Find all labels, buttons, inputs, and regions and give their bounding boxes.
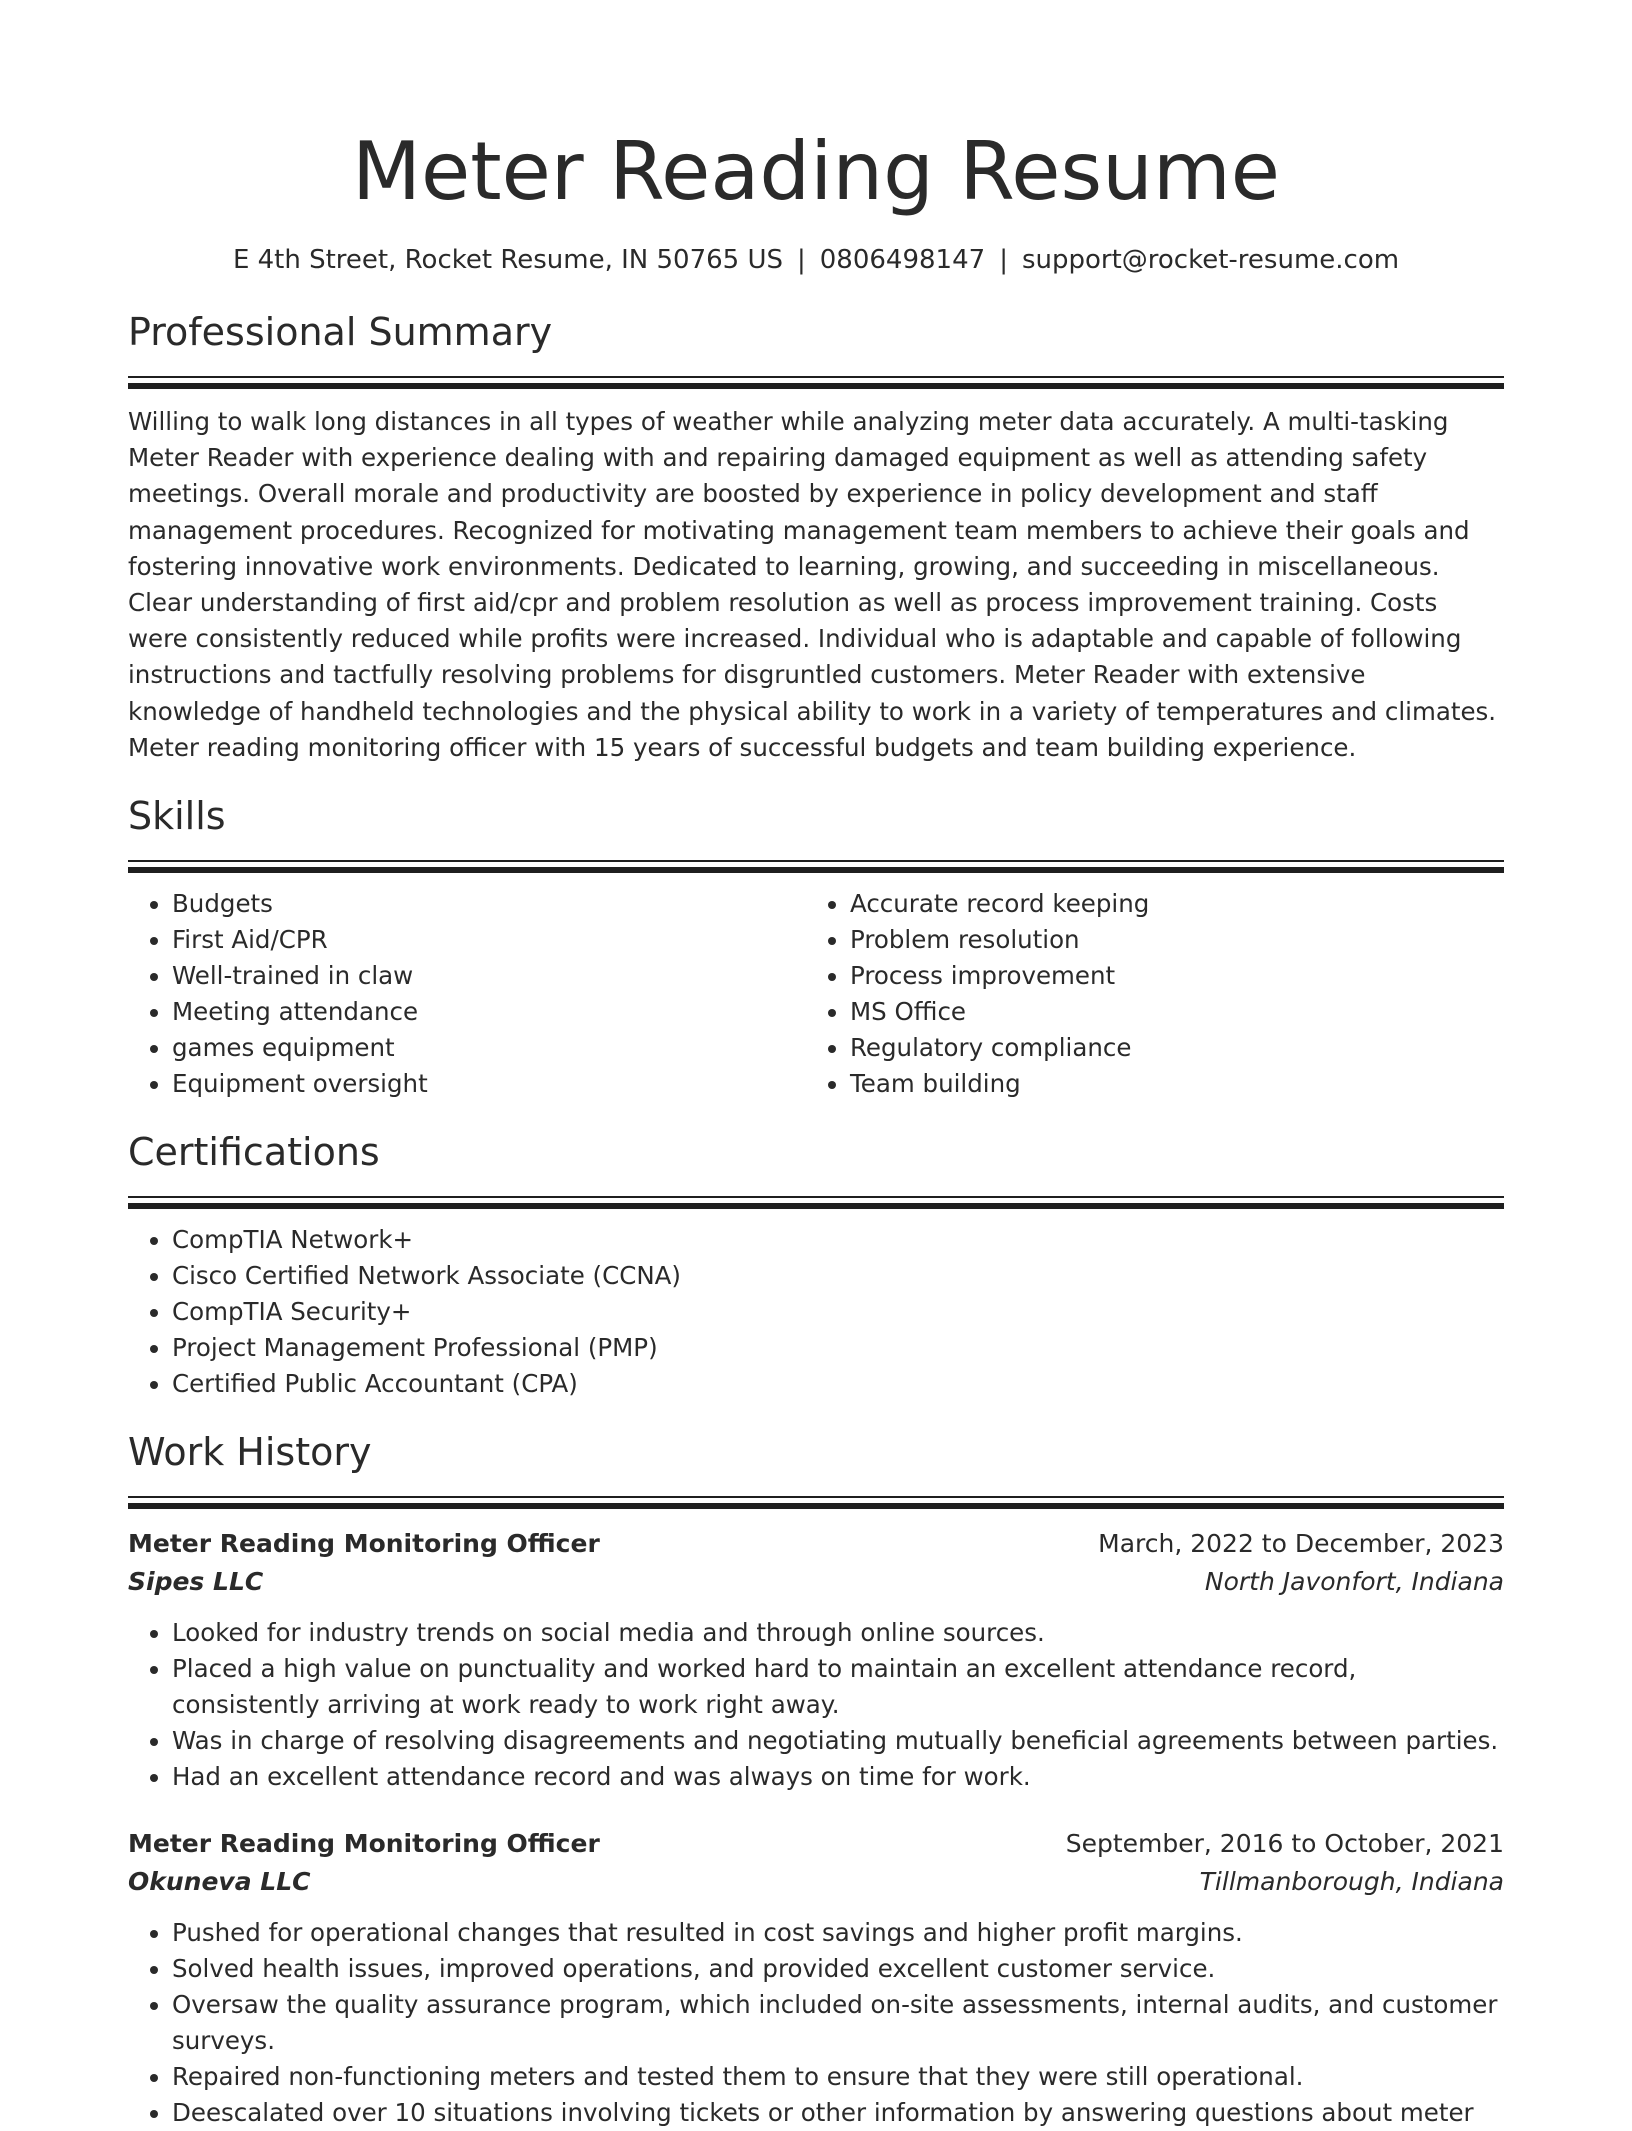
certification-item: • CompTIA Security+	[172, 1294, 1504, 1330]
work-history-section	[128, 1424, 1504, 2131]
divider-thin	[128, 376, 1504, 378]
resume-title: Meter Reading Resume	[351, 125, 1281, 218]
job-company-row	[128, 1563, 1504, 1601]
skill-item: • games equipment	[172, 1030, 806, 1066]
section-divider	[128, 376, 1504, 389]
skill-item: • First Aid/CPR	[172, 922, 806, 958]
skill-item: • Well-trained in claw	[172, 958, 806, 994]
job-bullets	[128, 1915, 1504, 2131]
skill-item: • Accurate record keeping	[850, 886, 1484, 922]
job-bullet: • Placed a high value on punctuality and worked hard to maintain an excellent attendance record, consistently arriving at work ready to work right away.	[172, 1651, 1504, 1723]
skill-item: • Equipment oversight	[172, 1066, 806, 1102]
divider-thin	[128, 1496, 1504, 1498]
divider-thick	[128, 1203, 1504, 1209]
job-bullets	[128, 1615, 1504, 1795]
section-title-summary: Professional Summary	[128, 310, 553, 354]
certification-item: • CompTIA Network+	[172, 1222, 1504, 1258]
job-title: Meter Reading Monitoring Officer	[128, 1829, 600, 1859]
job-bullet: • Had an excellent attendance record and was always on time for work.	[172, 1759, 1504, 1795]
summary-text: Willing to walk long distances in all types of weather while analyzing meter data accurately. A multi-tasking Meter Reader with experience dealing with and repairing damaged equipment as well as attending safety meetings. Overall morale and productivity are boosted by experience in policy development and staff management procedures. Recognized for motivating management team members to achieve their goals and fostering innovative work environments. Dedicated to learning, growing, and succeeding in miscellaneous. Clear understanding of first aid/cpr and problem resolution as well as process improvement training. Costs were consistently reduced while profits were increased. Individual who is adaptable and capable of following instructions and tactfully resolving problems for disgruntled customers. Meter Reader with extensive knowledge of handheld technologies and the physical ability to work in a variety of temperatures and climates. Meter reading monitoring officer with 15 years of successful budgets and team building experience.	[128, 407, 1497, 762]
job-location: Tillmanborough, Indiana	[1199, 1867, 1504, 1897]
skill-item: • Problem resolution	[850, 922, 1484, 958]
section-divider	[128, 860, 1504, 873]
section-divider	[128, 1196, 1504, 1209]
contact-address: E 4th Street, Rocket Resume, IN 50765 US	[232, 245, 783, 275]
job-bullet: • Looked for industry trends on social media and through online sources.	[172, 1615, 1504, 1651]
skill-item: • Process improvement	[850, 958, 1484, 994]
divider-thick	[128, 867, 1504, 873]
job-bullet: • Was in charge of resolving disagreements and negotiating mutually beneficial agreements between parties.	[172, 1723, 1504, 1759]
certification-item: • Project Management Professional (PMP)	[172, 1330, 1504, 1366]
section-title-skills: Skills	[128, 794, 226, 839]
skill-item: • MS Office	[850, 994, 1484, 1030]
skill-item: • Budgets	[172, 886, 806, 922]
section-title-certifications: Certifications	[128, 1130, 380, 1175]
job-company: Okuneva LLC	[128, 1867, 311, 1897]
certification-item: • Cisco Certified Network Associate (CCNA)	[172, 1258, 1504, 1294]
contact-separator: |	[797, 245, 806, 275]
skill-item: • Team building	[850, 1066, 1484, 1102]
summary-section	[128, 304, 1504, 766]
skill-item: • Meeting attendance	[172, 994, 806, 1030]
job-bullet: • Deescalated over 10 situations involving tickets or other information by answering questions about meter	[172, 2095, 1504, 2131]
job-bullet: • Pushed for operational changes that resulted in cost savings and higher profit margins.	[172, 1915, 1504, 1951]
job-bullet: • Repaired non-functioning meters and tested them to ensure that they were still operational.	[172, 2059, 1504, 2095]
job-header-row	[128, 1825, 1504, 1863]
job-company: Sipes LLC	[128, 1567, 264, 1597]
contact-separator: |	[999, 245, 1008, 275]
job-entry	[128, 1525, 1504, 1795]
divider-thin	[128, 860, 1504, 862]
job-dates: March, 2022 to December, 2023	[1098, 1529, 1504, 1559]
skills-section	[128, 788, 1504, 1102]
contact-email: support@rocket-resume.com	[1021, 245, 1400, 275]
certifications-list	[128, 1222, 1504, 1402]
section-divider	[128, 1496, 1504, 1509]
contact-phone: 0806498147	[819, 245, 986, 275]
job-entry	[128, 1825, 1504, 2131]
contact-line	[128, 240, 1504, 280]
divider-thin	[128, 1196, 1504, 1198]
certifications-section	[128, 1124, 1504, 1402]
skills-column-left	[128, 886, 806, 1102]
divider-thick	[128, 383, 1504, 389]
job-title: Meter Reading Monitoring Officer	[128, 1529, 600, 1559]
skill-item: • Regulatory compliance	[850, 1030, 1484, 1066]
job-dates: September, 2016 to October, 2021	[1065, 1829, 1504, 1859]
skills-columns	[128, 886, 1504, 1102]
skills-column-right	[806, 886, 1484, 1102]
job-header-row	[128, 1525, 1504, 1563]
job-bullet: • Solved health issues, improved operations, and provided excellent customer service.	[172, 1951, 1504, 1987]
section-title-work-history: Work History	[128, 1430, 372, 1475]
certification-item: • Certified Public Accountant (CPA)	[172, 1366, 1504, 1402]
job-company-row	[128, 1863, 1504, 1901]
job-bullet: • Oversaw the quality assurance program, which included on-site assessments, internal audits, and customer surveys.	[172, 1987, 1504, 2059]
job-location: North Javonfort, Indiana	[1204, 1567, 1504, 1597]
resume-content	[128, 120, 1504, 2131]
divider-thick	[128, 1503, 1504, 1509]
